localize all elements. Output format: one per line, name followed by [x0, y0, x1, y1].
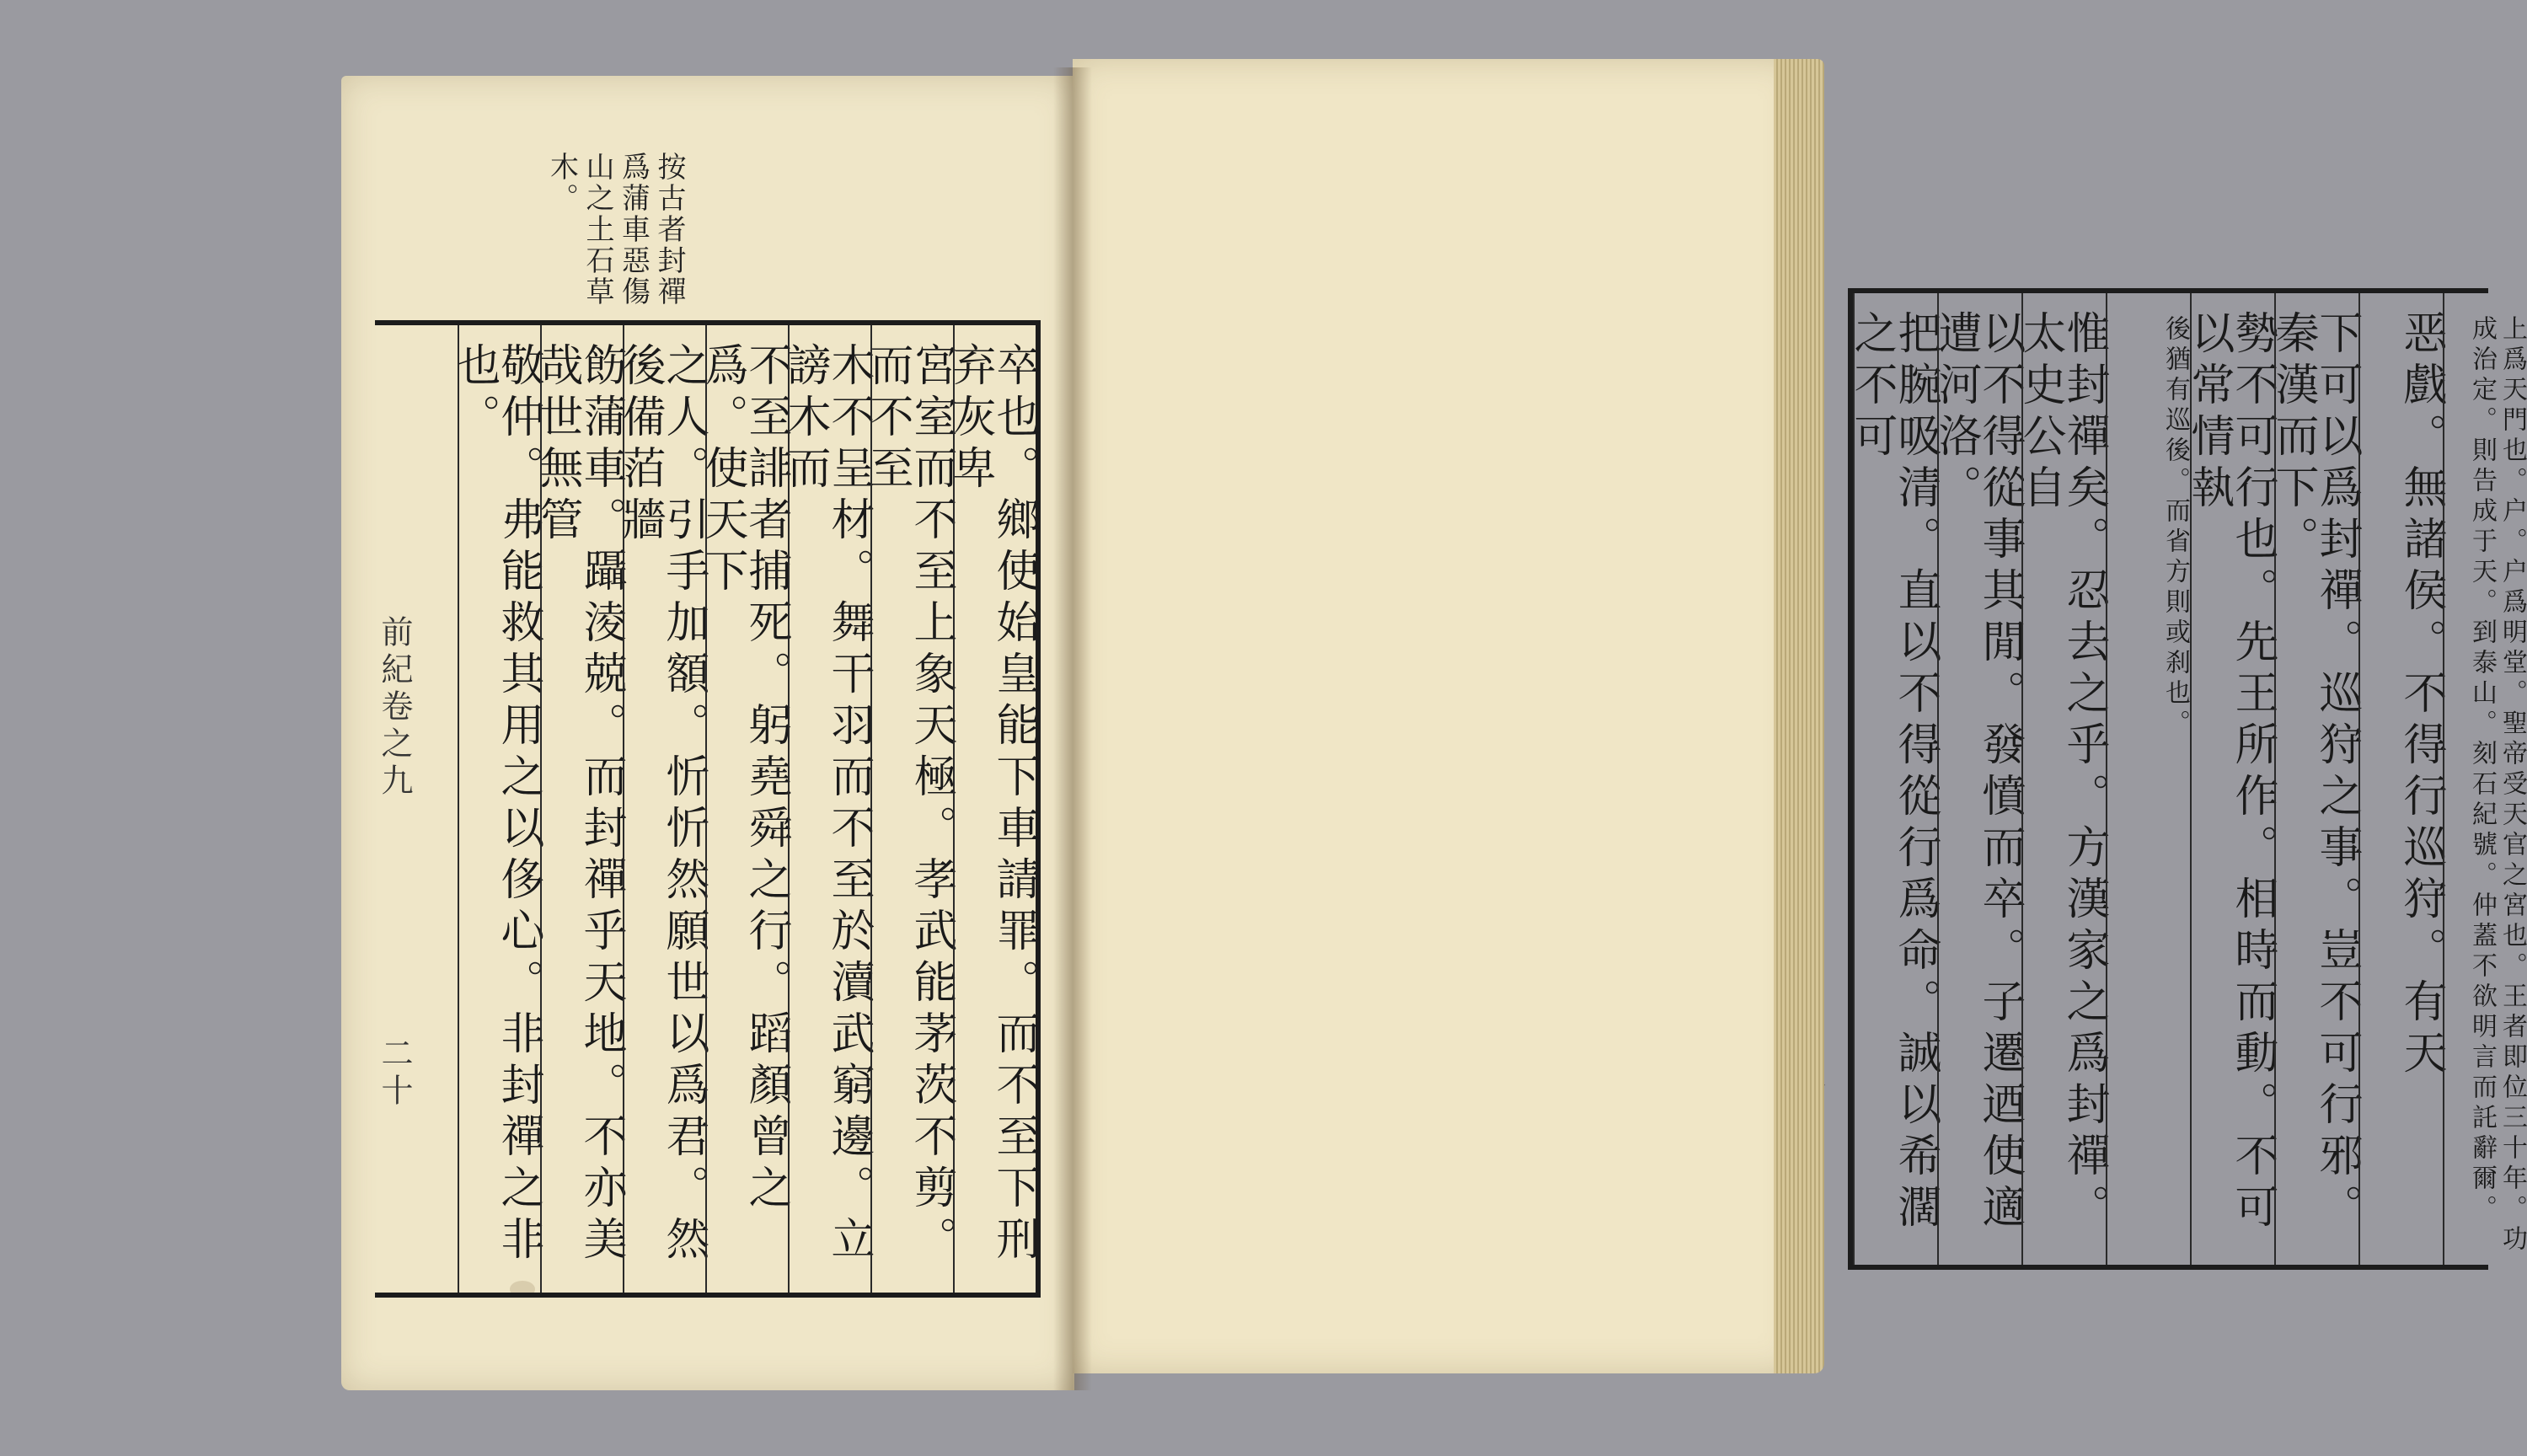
- text-column: 把腕吸清。直以不得從行爲命。誠以希濶之不可: [1853, 293, 1937, 1265]
- book-gutter: [1053, 67, 1092, 1390]
- text-column: 木不呈材。舞干羽而不至於瀆武窮邊。立謗木而: [788, 325, 870, 1293]
- margin-page-number: 二十: [376, 1036, 413, 1111]
- text-column: 卒也。鄉使始皇能下車請罪。而不至下刑弃灰卑: [953, 325, 1036, 1293]
- text-column: 勢不可行也。先王所作。相時而動。不可以常情執: [2190, 293, 2274, 1265]
- right-page: [1073, 59, 2527, 1373]
- page-edges: [1774, 59, 1824, 1373]
- commentary-column: 上爲天門也。户。户爲明堂。聖帝受天官之宮也。王者即位三十年。功成治定。則告成于天。到泰山。刻石紀號。仲蓋不欲明言而託辭爾。: [2443, 293, 2527, 1265]
- text-column: 惟封禪矣。忍去之乎。方漢家之爲封禪。太史公自: [2021, 293, 2106, 1265]
- text-columns: [1846, 293, 2527, 1265]
- text-frame-right: [1846, 288, 2527, 1270]
- commentary-column: 後猶有巡後。而省方則或刹也。: [2106, 293, 2190, 1265]
- text-column: 飭蒲車。躡淩兢。而封禪乎天地。不亦美哉世無管: [540, 325, 623, 1293]
- text-column: 恶戲。無諸侯。不得行巡狩。有天: [2358, 293, 2443, 1265]
- margin-juan-label: 前紀卷之九: [376, 615, 413, 800]
- text-columns: [449, 325, 1039, 1293]
- text-column: 宮室而不至上象天極。孝武能茅茨不剪。而不至: [870, 325, 953, 1293]
- text-column: 下可以爲封禪。巡狩之事。豈不可行邪。秦漢而下。: [2274, 293, 2358, 1265]
- text-column: 敬仲。弗能救其用之以侈心。非封禪之非也。: [458, 325, 540, 1293]
- header-annotation: 按古者封禪爲蒲車惡傷山之土石草木。: [544, 152, 686, 308]
- text-frame-left: [375, 320, 1041, 1298]
- text-column: 以不得從事其閒。發憤而卒。子遷迺使適遭河洛。: [1937, 293, 2021, 1265]
- text-column: 之人。引手加額。忻忻然願世以爲君。然後備萡牆: [623, 325, 705, 1293]
- open-book: [341, 59, 2527, 1390]
- left-page: [341, 76, 1074, 1390]
- text-column: 不至誹者捕死。躬堯舜之行。蹈顏曾之爲。使天下: [705, 325, 788, 1293]
